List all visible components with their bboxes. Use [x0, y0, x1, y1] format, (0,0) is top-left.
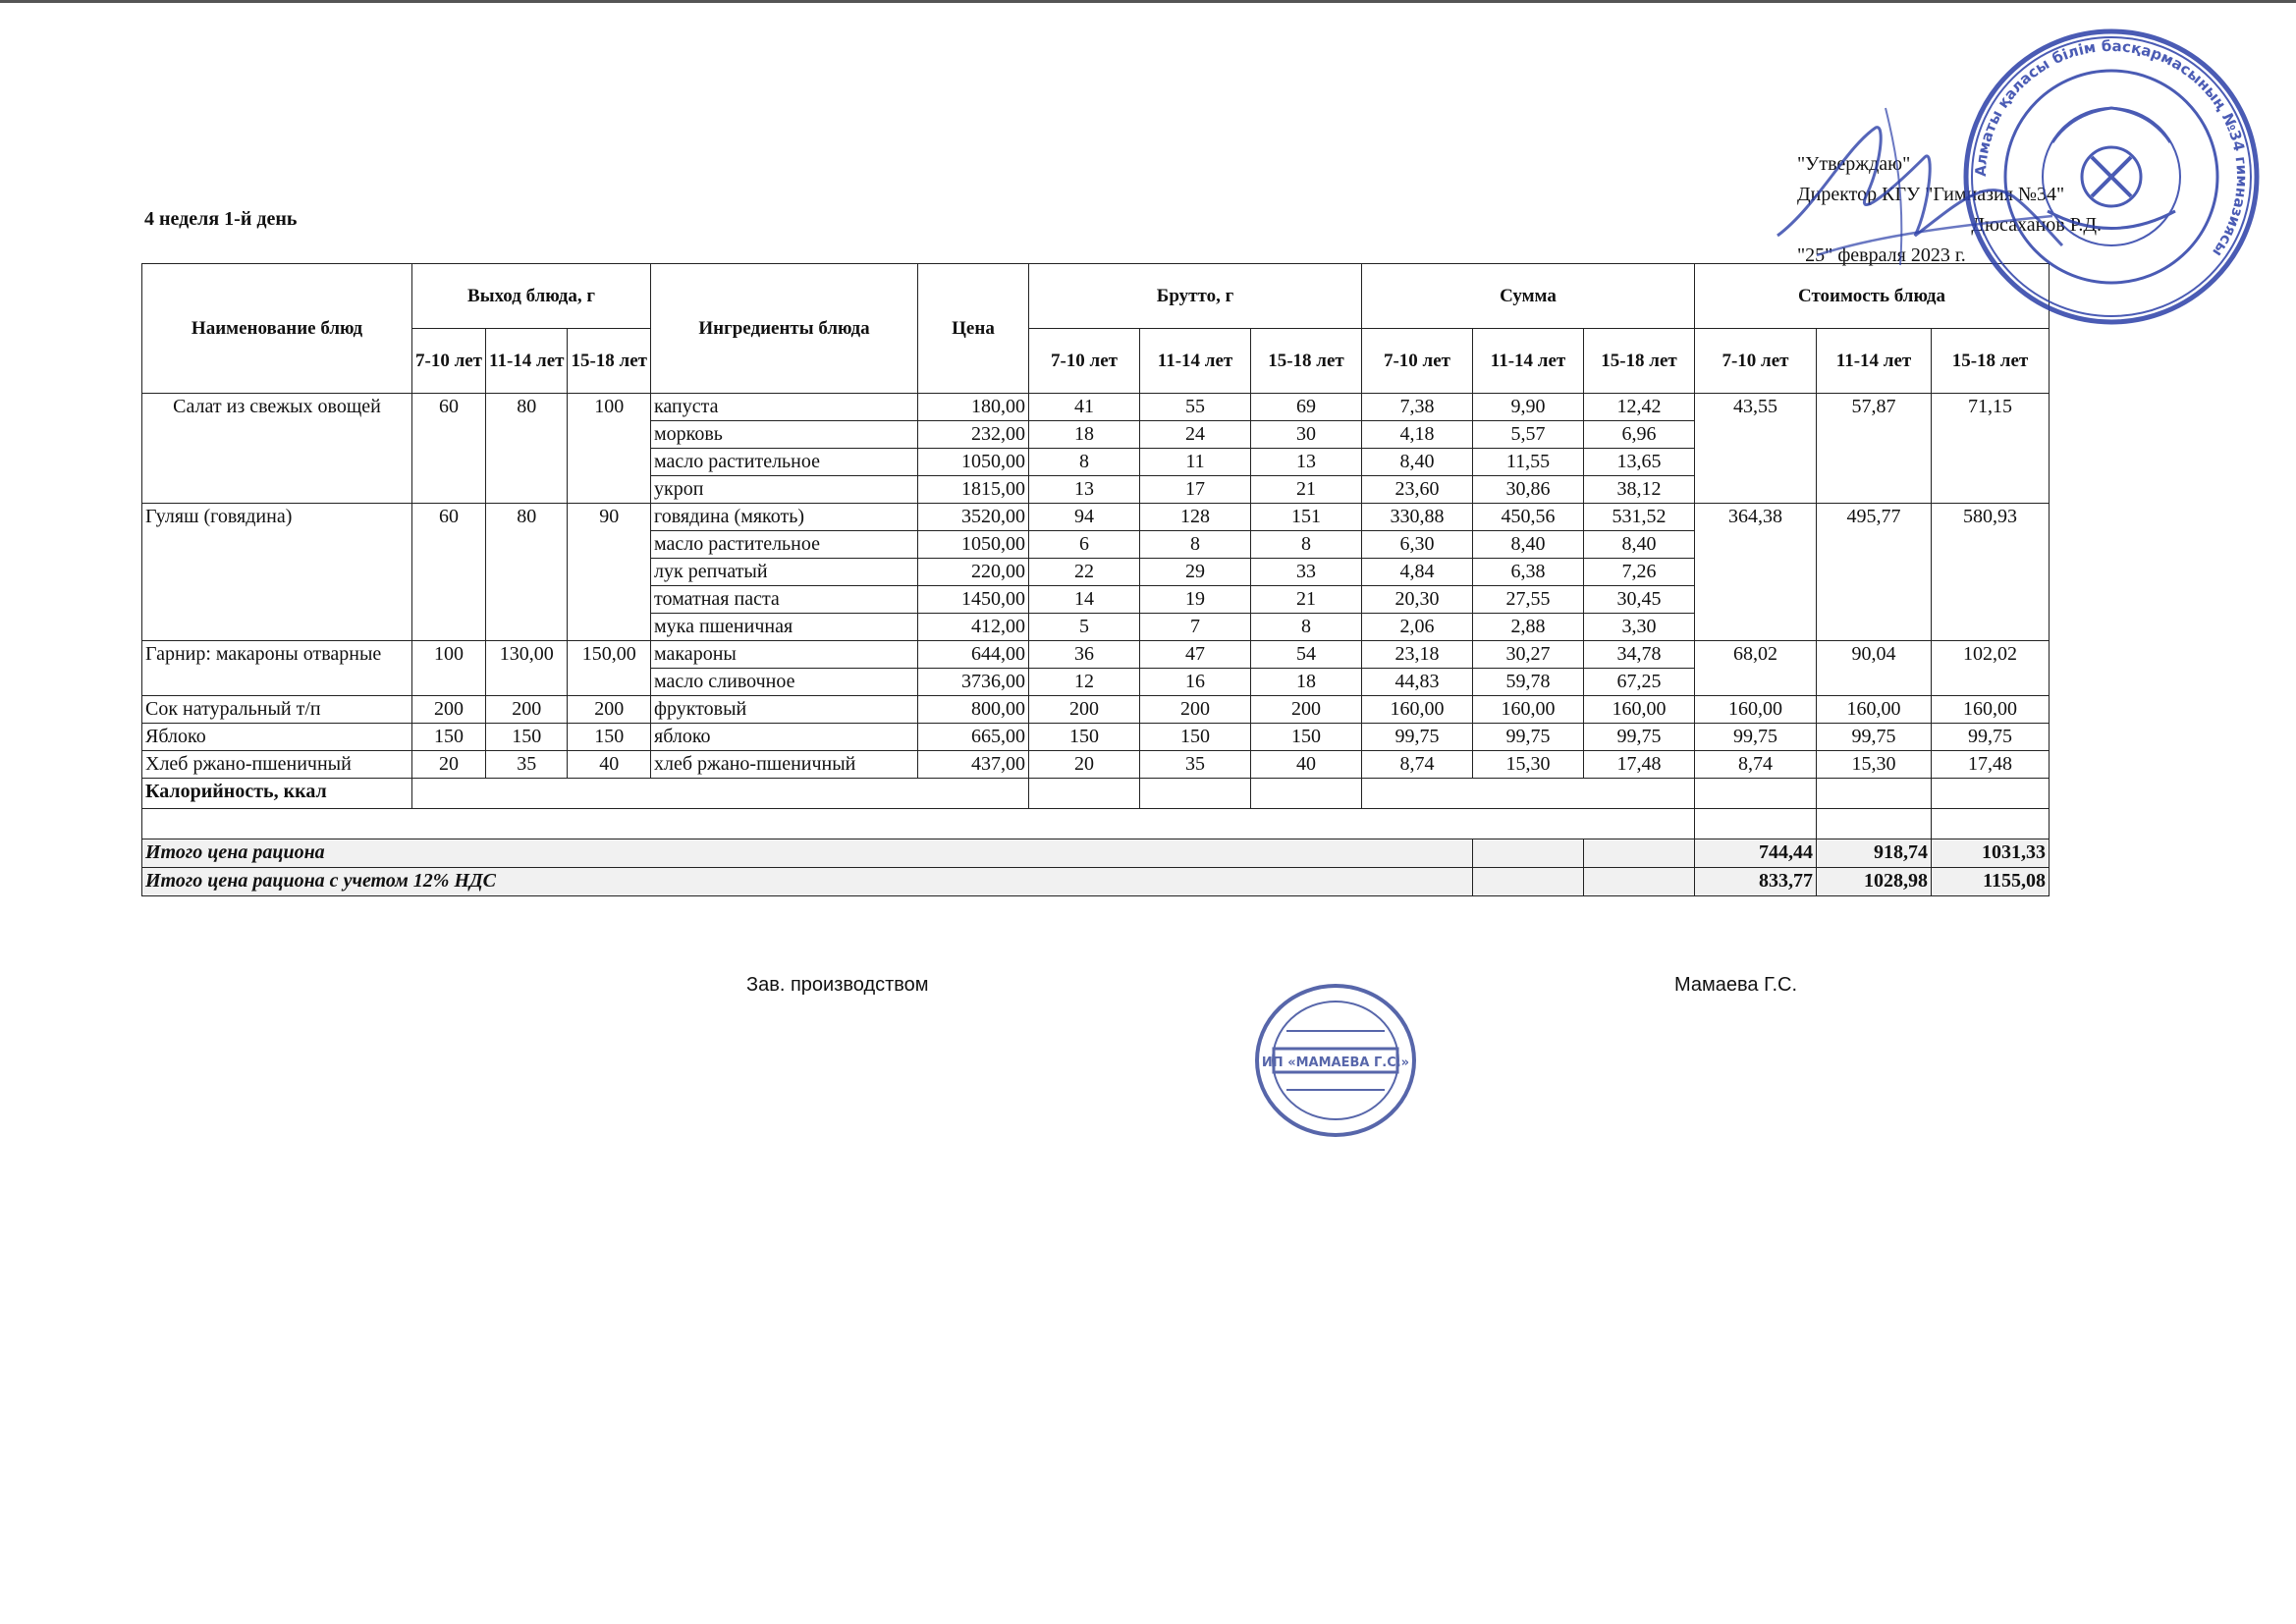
ingredient-gross: 18	[1251, 669, 1362, 696]
approve-position: Директор КГУ "Гимназия №34"	[1797, 184, 2065, 205]
ingredient-price: 437,00	[918, 751, 1029, 779]
ingredient-gross: 29	[1140, 559, 1251, 586]
ingredient-gross: 8	[1140, 531, 1251, 559]
ingredient-gross: 54	[1251, 641, 1362, 669]
ingredient-sum: 27,55	[1473, 586, 1584, 614]
header-yield: Выход блюда, г	[412, 264, 651, 329]
dish-yield: 60	[412, 394, 486, 504]
ingredient-gross: 151	[1251, 504, 1362, 531]
ingredient-gross: 150	[1251, 724, 1362, 751]
ingredient-sum: 11,55	[1473, 449, 1584, 476]
ingredient-gross: 24	[1140, 421, 1251, 449]
total-vat-cost-15-18: 1155,08	[1932, 868, 2050, 896]
ingredient-name: яблоко	[651, 724, 918, 751]
ingredient-gross: 30	[1251, 421, 1362, 449]
ingredient-price: 3520,00	[918, 504, 1029, 531]
ingredient-sum: 99,75	[1473, 724, 1584, 751]
ingredient-price: 3736,00	[918, 669, 1029, 696]
ingredient-gross: 33	[1251, 559, 1362, 586]
total-cost-11-14: 918,74	[1817, 839, 1932, 868]
table-row	[142, 394, 2050, 421]
dish-yield: 35	[486, 751, 568, 779]
ingredient-sum: 531,52	[1584, 504, 1695, 531]
age-cost-7-10: 7-10 лет	[1695, 329, 1817, 394]
week-day-title: 4 неделя 1-й день	[144, 208, 298, 230]
header-cost: Стоимость блюда	[1695, 264, 2050, 329]
empty-cell	[1029, 779, 1140, 809]
dish-cost: 99,75	[1932, 724, 2050, 751]
ingredient-name: масло растительное	[651, 531, 918, 559]
dish-yield: 200	[412, 696, 486, 724]
ingredient-name: макароны	[651, 641, 918, 669]
dish-cost: 43,55	[1695, 394, 1817, 504]
ingredient-gross: 47	[1140, 641, 1251, 669]
dish-cost: 160,00	[1817, 696, 1932, 724]
empty-cell	[142, 809, 1695, 839]
empty-cell	[1584, 839, 1695, 868]
dish-name: Салат из свежых овощей	[142, 394, 412, 504]
ingredient-gross: 18	[1029, 421, 1140, 449]
ingredient-gross: 14	[1029, 586, 1140, 614]
ingredient-price: 800,00	[918, 696, 1029, 724]
menu-table-body	[142, 394, 2050, 779]
school-seal-stamp	[1954, 15, 2269, 339]
empty-cell	[1932, 809, 2050, 839]
approve-title: "Утверждаю"	[1797, 153, 1911, 175]
ingredient-gross: 150	[1029, 724, 1140, 751]
empty-cell	[1473, 839, 1584, 868]
svg-text:Алматы қаласы білім басқармасы: Алматы қаласы білім басқармасының №34 гимназиясы	[1971, 36, 2252, 260]
table-row	[142, 696, 2050, 724]
header-price: Цена	[918, 264, 1029, 394]
ingredient-gross: 69	[1251, 394, 1362, 421]
dish-cost: 68,02	[1695, 641, 1817, 696]
ingredient-name: капуста	[651, 394, 918, 421]
ingredient-price: 644,00	[918, 641, 1029, 669]
dish-cost: 495,77	[1817, 504, 1932, 641]
ingredient-sum: 3,30	[1584, 614, 1695, 641]
dish-name: Хлеб ржано-пшеничный	[142, 751, 412, 779]
ingredient-sum: 17,48	[1584, 751, 1695, 779]
ingredient-name: мука пшеничная	[651, 614, 918, 641]
header-sum: Сумма	[1362, 264, 1695, 329]
ingredient-sum: 5,57	[1473, 421, 1584, 449]
ingredient-sum: 160,00	[1362, 696, 1473, 724]
footer-position: Зав. производством	[746, 974, 929, 996]
dish-yield: 20	[412, 751, 486, 779]
empty-cell	[1251, 779, 1362, 809]
ingredient-sum: 2,88	[1473, 614, 1584, 641]
ingredient-gross: 12	[1029, 669, 1140, 696]
ingredient-gross: 36	[1029, 641, 1140, 669]
dish-yield: 150	[568, 724, 651, 751]
ingredient-gross: 40	[1251, 751, 1362, 779]
table-row	[142, 641, 2050, 669]
ingredient-gross: 22	[1029, 559, 1140, 586]
ingredient-sum: 8,74	[1362, 751, 1473, 779]
ingredient-name: лук репчатый	[651, 559, 918, 586]
age-sum-7-10: 7-10 лет	[1362, 329, 1473, 394]
ingredient-sum: 34,78	[1584, 641, 1695, 669]
dish-cost: 71,15	[1932, 394, 2050, 504]
ingredient-gross: 6	[1029, 531, 1140, 559]
ingredient-price: 412,00	[918, 614, 1029, 641]
dish-yield: 200	[568, 696, 651, 724]
ingredient-sum: 7,38	[1362, 394, 1473, 421]
ingredient-sum: 330,88	[1362, 504, 1473, 531]
scan-top-border	[0, 0, 2296, 3]
empty-cell	[1932, 779, 2050, 809]
dish-cost: 160,00	[1932, 696, 2050, 724]
table-row	[142, 724, 2050, 751]
ingredient-sum: 13,65	[1584, 449, 1695, 476]
ingredient-gross: 41	[1029, 394, 1140, 421]
age-yield-7-10: 7-10 лет	[412, 329, 486, 394]
ingredient-price: 220,00	[918, 559, 1029, 586]
svg-text:ИП «МАМАЕВА Г.С.»: ИП «МАМАЕВА Г.С.»	[1261, 1056, 1410, 1070]
ingredient-gross: 20	[1029, 751, 1140, 779]
ingredient-sum: 8,40	[1584, 531, 1695, 559]
dish-name: Сок натуральный т/п	[142, 696, 412, 724]
ingredient-gross: 150	[1140, 724, 1251, 751]
dish-cost: 580,93	[1932, 504, 2050, 641]
ingredient-sum: 30,86	[1473, 476, 1584, 504]
header-dish-name: Наименование блюд	[142, 264, 412, 394]
empty-cell	[1817, 779, 1932, 809]
ingredient-sum: 8,40	[1473, 531, 1584, 559]
ingredient-gross: 19	[1140, 586, 1251, 614]
ingredient-gross: 8	[1251, 531, 1362, 559]
calories-label: Калорийность, ккал	[142, 779, 412, 809]
ingredient-name: говядина (мякоть)	[651, 504, 918, 531]
ingredient-gross: 21	[1251, 476, 1362, 504]
menu-table-footer	[142, 779, 2050, 896]
dish-yield: 100	[568, 394, 651, 504]
dish-cost: 160,00	[1695, 696, 1817, 724]
ingredient-price: 232,00	[918, 421, 1029, 449]
ingredient-sum: 2,06	[1362, 614, 1473, 641]
ingredient-sum: 20,30	[1362, 586, 1473, 614]
ingredient-sum: 9,90	[1473, 394, 1584, 421]
footer-name: Мамаева Г.С.	[1674, 974, 1798, 996]
dish-yield: 80	[486, 394, 568, 504]
table-row	[142, 751, 2050, 779]
ingredient-name: томатная паста	[651, 586, 918, 614]
dish-yield: 80	[486, 504, 568, 641]
ingredient-sum: 38,12	[1584, 476, 1695, 504]
dish-yield: 150	[412, 724, 486, 751]
ingredient-gross: 35	[1140, 751, 1251, 779]
ingredient-name: морковь	[651, 421, 918, 449]
dish-cost: 99,75	[1695, 724, 1817, 751]
ingredient-gross: 17	[1140, 476, 1251, 504]
ingredient-sum: 6,96	[1584, 421, 1695, 449]
dish-name: Яблоко	[142, 724, 412, 751]
total-vat-cost-11-14: 1028,98	[1817, 868, 1932, 896]
header-gross: Брутто, г	[1029, 264, 1362, 329]
ingredient-gross: 13	[1251, 449, 1362, 476]
ingredient-sum: 99,75	[1362, 724, 1473, 751]
ingredient-gross: 16	[1140, 669, 1251, 696]
age-cost-11-14: 11-14 лет	[1817, 329, 1932, 394]
ingredient-sum: 160,00	[1473, 696, 1584, 724]
dish-yield: 200	[486, 696, 568, 724]
ingredient-sum: 15,30	[1473, 751, 1584, 779]
empty-cell	[1473, 868, 1584, 896]
dish-yield: 90	[568, 504, 651, 641]
dish-cost: 102,02	[1932, 641, 2050, 696]
ingredient-sum: 4,18	[1362, 421, 1473, 449]
ingredient-sum: 7,26	[1584, 559, 1695, 586]
ingredient-sum: 23,60	[1362, 476, 1473, 504]
empty-cell	[1817, 809, 1932, 839]
age-gross-15-18: 15-18 лет	[1251, 329, 1362, 394]
ingredient-gross: 5	[1029, 614, 1140, 641]
ingredient-sum: 450,56	[1473, 504, 1584, 531]
dish-cost: 364,38	[1695, 504, 1817, 641]
ip-seal-stamp	[1252, 982, 1419, 1139]
total-cost-15-18: 1031,33	[1932, 839, 2050, 868]
empty-cell	[1695, 809, 1817, 839]
dish-cost: 15,30	[1817, 751, 1932, 779]
ingredient-price: 1450,00	[918, 586, 1029, 614]
ingredient-sum: 30,45	[1584, 586, 1695, 614]
dish-yield: 130,00	[486, 641, 568, 696]
ingredient-gross: 21	[1251, 586, 1362, 614]
ingredient-sum: 67,25	[1584, 669, 1695, 696]
approve-name: Дюсаханов Р.Д.	[1971, 214, 2102, 236]
age-yield-11-14: 11-14 лет	[486, 329, 568, 394]
age-gross-11-14: 11-14 лет	[1140, 329, 1251, 394]
dish-cost: 17,48	[1932, 751, 2050, 779]
ingredient-sum: 99,75	[1584, 724, 1695, 751]
total-vat-cost-7-10: 833,77	[1695, 868, 1817, 896]
empty-cell	[412, 779, 1029, 809]
total-row	[142, 839, 2050, 868]
ingredient-gross: 8	[1029, 449, 1140, 476]
age-yield-15-18: 15-18 лет	[568, 329, 651, 394]
total-label: Итого цена рациона	[142, 839, 1473, 868]
age-sum-11-14: 11-14 лет	[1473, 329, 1584, 394]
ingredient-name: масло растительное	[651, 449, 918, 476]
ingredient-price: 1050,00	[918, 531, 1029, 559]
ingredient-name: фруктовый	[651, 696, 918, 724]
total-cost-7-10: 744,44	[1695, 839, 1817, 868]
ingredient-sum: 44,83	[1362, 669, 1473, 696]
age-gross-7-10: 7-10 лет	[1029, 329, 1140, 394]
dish-yield: 150	[486, 724, 568, 751]
spacer-row	[142, 809, 2050, 839]
dish-yield: 40	[568, 751, 651, 779]
dish-name: Гарнир: макароны отварные	[142, 641, 412, 696]
dish-cost: 8,74	[1695, 751, 1817, 779]
ingredient-sum: 6,38	[1473, 559, 1584, 586]
ingredient-gross: 200	[1251, 696, 1362, 724]
ingredient-gross: 200	[1029, 696, 1140, 724]
ingredient-sum: 8,40	[1362, 449, 1473, 476]
dish-yield: 100	[412, 641, 486, 696]
ingredient-gross: 94	[1029, 504, 1140, 531]
dish-yield: 60	[412, 504, 486, 641]
ingredient-name: масло сливочное	[651, 669, 918, 696]
ingredient-name: хлеб ржано-пшеничный	[651, 751, 918, 779]
empty-cell	[1140, 779, 1251, 809]
ingredient-sum: 6,30	[1362, 531, 1473, 559]
ingredient-sum: 160,00	[1584, 696, 1695, 724]
dish-cost: 90,04	[1817, 641, 1932, 696]
approve-date: "25" февраля 2023 г.	[1797, 244, 1966, 266]
ingredient-sum: 59,78	[1473, 669, 1584, 696]
ingredient-sum: 4,84	[1362, 559, 1473, 586]
dish-cost: 57,87	[1817, 394, 1932, 504]
total-vat-row	[142, 868, 2050, 896]
total-vat-label: Итого цена рациона с учетом 12% НДС	[142, 868, 1473, 896]
header-ingredients: Ингредиенты блюда	[651, 264, 918, 394]
ingredient-gross: 7	[1140, 614, 1251, 641]
empty-cell	[1695, 779, 1817, 809]
ingredient-gross: 11	[1140, 449, 1251, 476]
ingredient-name: укроп	[651, 476, 918, 504]
ingredient-sum: 23,18	[1362, 641, 1473, 669]
ingredient-sum: 30,27	[1473, 641, 1584, 669]
ingredient-price: 1050,00	[918, 449, 1029, 476]
age-cost-15-18: 15-18 лет	[1932, 329, 2050, 394]
ingredient-gross: 8	[1251, 614, 1362, 641]
ingredient-gross: 200	[1140, 696, 1251, 724]
age-sum-15-18: 15-18 лет	[1584, 329, 1695, 394]
ingredient-sum: 12,42	[1584, 394, 1695, 421]
menu-table	[141, 263, 2050, 896]
empty-cell	[1362, 779, 1695, 809]
ingredient-price: 180,00	[918, 394, 1029, 421]
ingredient-gross: 128	[1140, 504, 1251, 531]
ingredient-gross: 13	[1029, 476, 1140, 504]
ingredient-gross: 55	[1140, 394, 1251, 421]
empty-cell	[1584, 868, 1695, 896]
ingredient-price: 1815,00	[918, 476, 1029, 504]
ingredient-price: 665,00	[918, 724, 1029, 751]
table-row	[142, 504, 2050, 531]
dish-yield: 150,00	[568, 641, 651, 696]
dish-name: Гуляш (говядина)	[142, 504, 412, 641]
dish-cost: 99,75	[1817, 724, 1932, 751]
calories-row	[142, 779, 2050, 809]
